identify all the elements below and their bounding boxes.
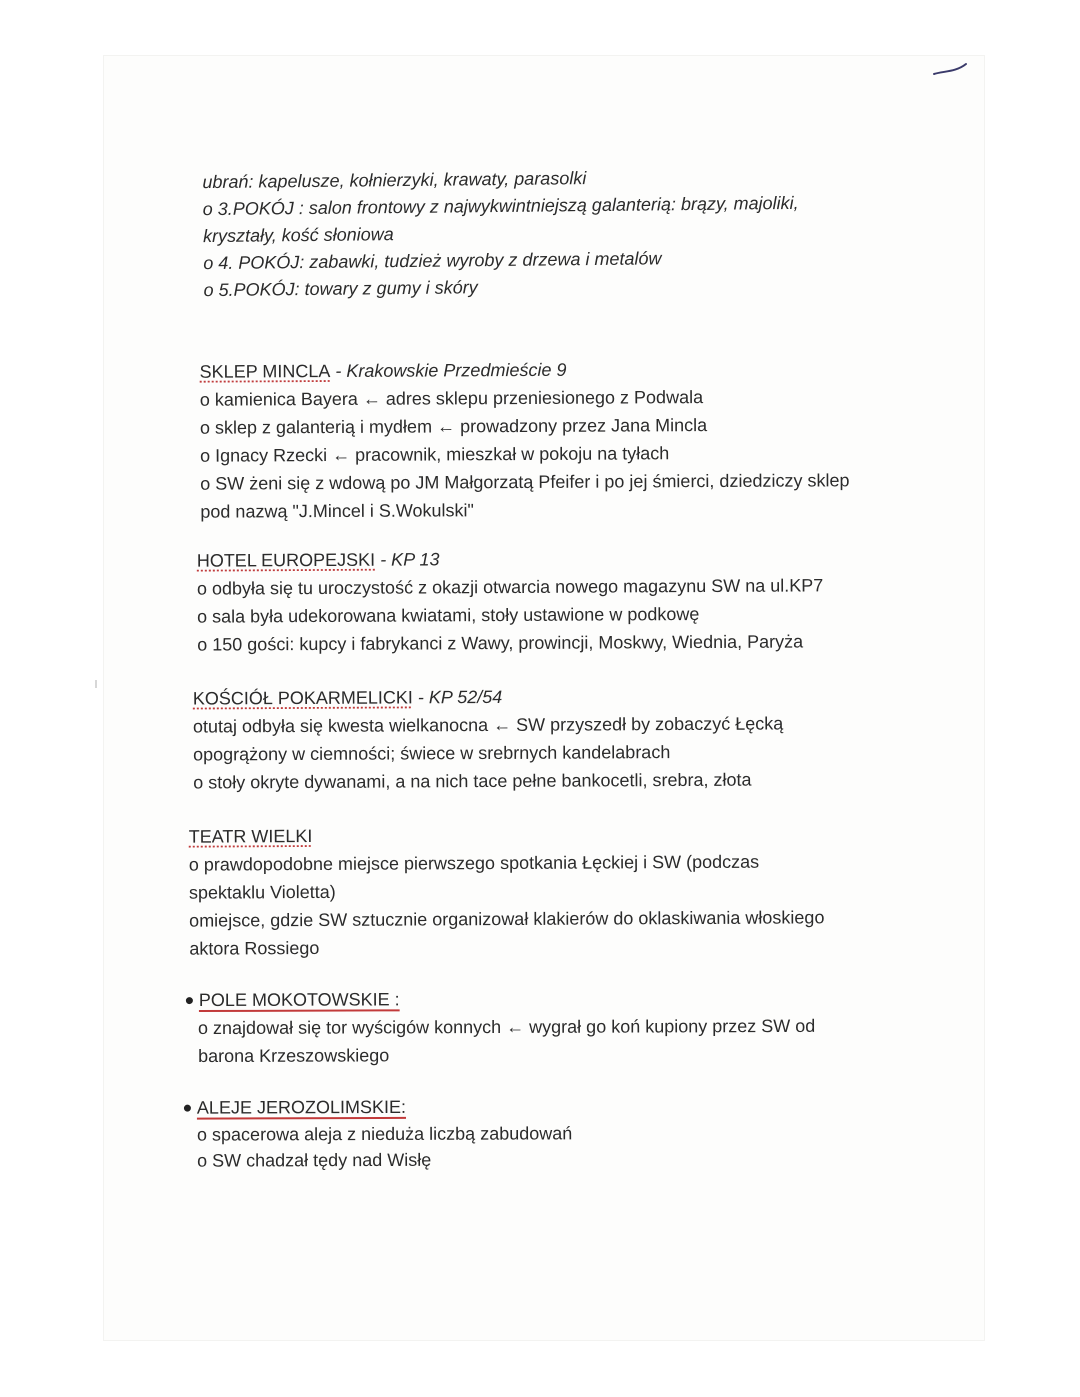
hotel-title: HOTEL EUROPEJSKI (196, 549, 376, 571)
text-line: o 5.POKÓJ: towary z gumy i skóry (203, 277, 478, 301)
text-line: o Ignacy Rzecki ← pracownik, mieszkał w pokoju na tyłach (200, 443, 670, 466)
teatr-section (189, 819, 825, 962)
kosciol-title: KOŚCIÓŁ POKARMELICKI (192, 687, 413, 709)
fold-mark (95, 680, 97, 688)
teatr-title: TEATR WIELKI (188, 826, 313, 847)
text-line: o kamienica Bayera ← adres sklepu przeniesionego z Podwala (199, 387, 704, 410)
text-line: o SW żeni się z wdową po JM Małgorzatą Pfeifer i po jej śmierci, dziedziczy sklep (200, 470, 850, 494)
text-line: barona Krzeszowskiego (198, 1045, 390, 1067)
sklep-subtitle: - Krakowskie Przedmieście 9 (330, 359, 567, 382)
bullet-icon (186, 997, 193, 1004)
top-section (202, 163, 799, 304)
section-heading (186, 984, 815, 1014)
kosciol-subtitle: - KP 52/54 (412, 686, 503, 708)
text-line: ubrań: kapelusze, kołnierzyki, krawaty, parasolki (202, 168, 587, 193)
text-line: aktora Rossiego (189, 937, 320, 959)
text-line: omiejsce, gdzie SW sztucznie organizował klakierów do oklaskiwania włoskiego (189, 907, 825, 931)
section-heading (200, 354, 849, 385)
aleje-title: ALEJE JEROZOLIMSKIE: (196, 1096, 407, 1118)
sklep-title: SKLEP MINCLA (199, 361, 331, 382)
text-line: o znajdował się tor wyścigów konnych ← wygrał go koń kupiony przez SW od (197, 1015, 816, 1039)
sklep-mincla-section (200, 354, 850, 525)
text-line: o SW chadzał tędy nad Wisłę (197, 1149, 432, 1171)
text-line: o 4. POKÓJ: zabawki, tudzież wyroby z drzewa i metalów (203, 248, 662, 274)
text-line: o spacerowa aleja z nieduża liczbą zabudowań (196, 1123, 573, 1145)
text-line: o prawdopodobne miejsce pierwszego spotkania Łęckiej i SW (podczas (188, 851, 760, 875)
text-line: o sala była udekorowana kwiatami, stoły ustawione w podkowę (197, 604, 700, 627)
section-heading (184, 1092, 572, 1121)
hotel-subtitle: - KP 13 (375, 549, 440, 570)
hotel-europejski-section (197, 543, 824, 658)
section-heading (189, 819, 824, 850)
check-mark-icon (930, 58, 974, 82)
text-line: o 150 gości: kupcy i fabrykanci z Wawy, prowincji, Moskwy, Wiednia, Paryża (197, 631, 804, 655)
text-line: otutaj odbyła się kwesta wielkanocna ← SW przyszedł by zobaczyć Łęcką (192, 713, 784, 737)
kosciol-section (193, 681, 784, 796)
text-line: o sklep z galanterią i mydłem ← prowadzony przez Jana Mincla (199, 415, 708, 438)
pole-mokotowskie-section (186, 984, 816, 1070)
text-line: kryształy, kość słoniowa (202, 224, 394, 247)
text-line: opogrążony w ciemności; świece w srebrnych kandelabrach (193, 742, 671, 765)
text-line: o 3.POKÓJ : salon frontowy z najwykwintniejszą galanterią: brązy, majoliki, (202, 192, 799, 220)
section-heading (193, 681, 783, 712)
text-line: o stoły okryte dywanami, a na nich tace pełne bankocetli, srebra, złota (193, 769, 752, 793)
text-line: spektaklu Violetta) (188, 881, 336, 903)
pole-title: POLE MOKOTOWSKIE : (198, 989, 400, 1011)
section-heading (197, 543, 823, 574)
text-line: o odbyła się tu uroczystość z okazji otwarcia nowego magazynu SW na ul.KP7 (196, 575, 824, 599)
aleje-section (184, 1092, 573, 1173)
text-line: pod nazwą "J.Mincel i S.Wokulski" (200, 500, 474, 522)
bullet-icon (184, 1104, 191, 1111)
